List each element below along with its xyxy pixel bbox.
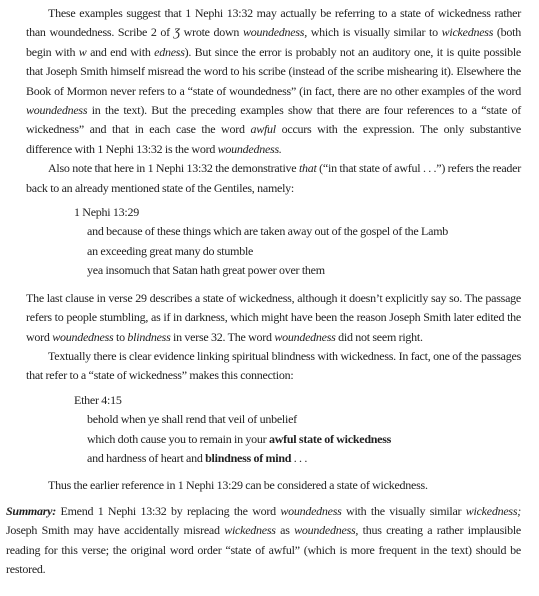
italic-term: wickedness — [224, 523, 276, 538]
italic-term: woundedness — [274, 329, 336, 344]
quote-line — [87, 222, 521, 241]
quote-reference: 1 Nephi 13:29 — [74, 205, 140, 220]
text-run: The last clause in verse 29 describes a state of wickedness, although it doesn’t explicitly say so. The passage refers to people stumbling, as if in darkness, which might have been the reason Joseph Smith later edited the word — [26, 290, 521, 344]
text-run: which doth cause you to remain in your — [87, 431, 269, 446]
text-run: to — [113, 329, 128, 344]
quote-reference: Ether 4:15 — [74, 392, 122, 407]
italic-term: woundedness — [280, 503, 342, 518]
italic-term: edness — [154, 44, 185, 59]
text-run: occurs with the expression. The only substantive difference with 1 Nephi 13:32 is the word — [26, 122, 521, 156]
italic-term: woundedness, — [242, 25, 307, 40]
italic-term: w — [78, 44, 87, 59]
bold-phrase: awful state of wickedness — [268, 431, 392, 446]
text-run: These examples suggest that 1 Nephi 13:32 may actually be referring to a state of wickedness rather than woundedness. Scribe 2 of — [26, 6, 521, 40]
summary-paragraph — [6, 502, 521, 580]
text-run: which is visually similar to — [306, 25, 442, 40]
italic-term: awful — [250, 122, 276, 137]
text-run: Textually there is clear evidence linking spiritual blindness with wickedness. In fact, one of the passages that refer to a “state of wickedness” makes this connection: — [26, 348, 521, 383]
text-run: behold when ye shall rend that veil of unbelief — [87, 412, 297, 427]
quote-line — [87, 449, 521, 468]
text-run: in verse 32. The word — [170, 329, 275, 344]
text-run: ). But since the error is probably not an auditory one, it is quite possible that Joseph Smith himself misread the word to his scribe (instead of the scribe mishearing it). Elsewhere the Book of Mormon never refers to a “state of woundedness” (in fact, there are no other examples of the word — [26, 44, 521, 98]
paragraph-textual-evidence — [26, 347, 521, 386]
italic-term: woundedness. — [217, 141, 282, 156]
text-run: Joseph Smith may have accidentally misread — [6, 523, 225, 538]
italic-term: that — [298, 161, 317, 176]
text-run: (“in that state of awful . . .”) refers the reader back to an already mentioned state of the Gentiles, namely: — [26, 161, 521, 195]
paragraph-analysis — [26, 4, 521, 159]
italic-term: blindness — [127, 329, 171, 344]
text-run: Also note that here in 1 Nephi 13:32 the demonstrative — [48, 161, 299, 176]
bold-phrase: blindness of mind — [205, 450, 292, 465]
quote-line — [87, 242, 521, 261]
paragraph-verse-29 — [26, 289, 521, 347]
quote-line — [87, 410, 521, 429]
text-run: (both begin with — [26, 25, 521, 59]
text-run: as — [275, 523, 295, 538]
text-run: Thus the earlier reference in 1 Nephi 13:29 can be considered a state of wickedness. — [48, 478, 428, 493]
italic-term: wickedness; — [465, 503, 521, 518]
text-run: in the text). But the preceding examples show that there are four references to a “state of wickedness” and that in each case the word — [26, 103, 521, 137]
text-run: did not seem right. — [335, 329, 423, 344]
quote-line — [87, 430, 521, 449]
scripture-quote-ether — [74, 391, 521, 469]
italic-term: Ʒ — [173, 25, 180, 40]
text-run: wrote down — [179, 25, 243, 40]
paragraph-conclusion — [26, 476, 521, 495]
text-run: with the visually similar — [341, 503, 466, 518]
text-run: an exceeding great many do stumble — [87, 243, 254, 258]
text-run: . . . — [291, 450, 308, 465]
text-run: Emend 1 Nephi 13:32 by replacing the word — [56, 503, 281, 518]
text-run: thus creating a rather implausible reading for this verse; the original word order “state of awful” (which is more frequent in the text) should be restored. — [6, 523, 521, 576]
quote-line — [87, 261, 521, 280]
text-run: and hardness of heart and — [87, 450, 206, 465]
italic-term: woundedness — [52, 329, 114, 344]
text-run: and end with — [86, 44, 155, 59]
italic-term: woundedness — [26, 103, 88, 118]
text-run: yea insomuch that Satan hath great power over them — [87, 263, 325, 278]
summary-label: Summary: — [6, 503, 57, 518]
italic-term: wickedness — [441, 25, 494, 40]
scripture-quote-1-nephi — [74, 203, 521, 281]
paragraph-demonstrative — [26, 159, 521, 198]
italic-term: woundedness, — [294, 523, 359, 538]
text-run: and because of these things which are taken away out of the gospel of the Lamb — [87, 224, 449, 239]
